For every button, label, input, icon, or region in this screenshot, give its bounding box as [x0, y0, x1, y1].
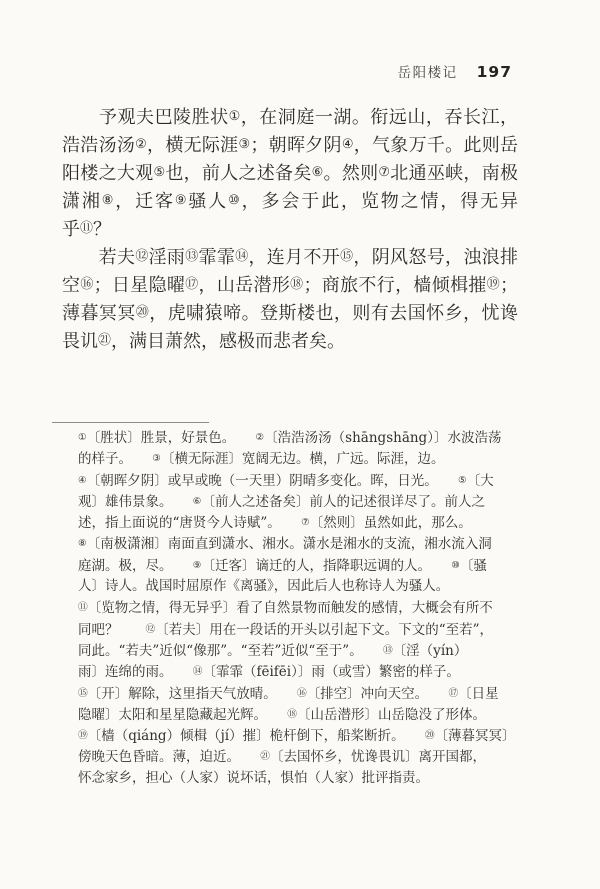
- footnote-line: 人〕诗人。战国时屈原作《离骚》，因此后人也称诗人为骚人。: [78, 578, 450, 595]
- note-ref-icon: ⑥: [311, 165, 324, 180]
- footnote-line: 述，指上面说的“唐贤今人诗赋”。 ⑦〔然则〕虽然如此，那么。: [78, 515, 472, 532]
- text-line: 空⑯；日星隐曜⑰，山岳潜形⑱；商旅不行，樯倾楫摧⑲；: [62, 274, 519, 296]
- footnote-line: 傍晚天色昏暗。薄，迫近。 ㉑〔去国怀乡，忧谗畏讥〕离开国都，: [78, 749, 486, 766]
- note-ref-icon: ⑪: [78, 602, 88, 614]
- text-line: 若夫⑫淫雨⑬霏霏⑭，连月不开⑮，阴风怒号，浊浪排: [62, 246, 519, 268]
- note-ref-icon: ⑩: [451, 559, 460, 571]
- footnote-line: 怀念家乡，担心（人家）说坏话，惧怕（人家）批评指责。: [78, 769, 429, 786]
- footnote-line: ①〔胜状〕胜景，好景色。 ②〔浩浩汤汤（shāngshāng）〕水波浩荡: [78, 430, 502, 447]
- note-ref-icon: ㉑: [98, 333, 111, 348]
- note-ref-icon: ⑰: [185, 277, 199, 292]
- note-ref-icon: ⑮: [340, 249, 354, 264]
- footnote-separator: [52, 422, 209, 423]
- footnote-line: ④〔朝晖夕阴〕或早或晚（一天里）阴晴多变化。晖，日光。 ⑤〔大: [78, 472, 494, 489]
- main-text: [62, 103, 518, 355]
- footnote-line: 雨〕连绵的雨。 ⑭〔霏霏（fēifēi）〕雨（或雪）繁密的样子。: [78, 664, 460, 681]
- note-ref-icon: ⑰: [448, 687, 459, 699]
- note-ref-icon: ⑮: [78, 687, 88, 699]
- note-ref-icon: ⑯: [296, 687, 307, 699]
- footnotes: [78, 427, 536, 789]
- note-ref-icon: ⑲: [486, 277, 501, 292]
- footnote-line: 的样子。 ③〔横无际涯〕宽阔无边。横，广远。际涯，边。: [78, 451, 445, 468]
- note-ref-icon: ①: [78, 432, 87, 443]
- text-line: 予观夫巴陵胜状①，在洞庭一湖。衔远山，吞长江，: [62, 106, 518, 128]
- note-ref-icon: ②: [135, 137, 148, 152]
- paragraph: [62, 103, 518, 243]
- note-ref-icon: ⑤: [153, 165, 166, 180]
- note-ref-icon: ⑯: [80, 277, 94, 292]
- text-line: 潇湘⑧，迁客⑨骚人⑩，多会于此，览物之情，得无异: [62, 190, 518, 212]
- note-ref-icon: ⑥: [192, 495, 202, 507]
- note-ref-icon: ⑫: [145, 623, 156, 635]
- note-ref-icon: ①: [228, 109, 241, 124]
- note-ref-icon: ⑳: [424, 730, 435, 742]
- note-ref-icon: ⑪: [80, 221, 93, 236]
- note-ref-icon: ⑬: [382, 644, 393, 656]
- footnote-line: 隐曜〕太阳和星星隐藏起光辉。 ⑱〔山岳潜形〕山岳隐没了形体。: [78, 706, 486, 723]
- note-ref-icon: ⑳: [135, 305, 150, 320]
- footnote-line: ⑲〔樯（qiáng）倾楫（jí）摧〕桅杆倒下，船桨断折。 ⑳〔薄暮冥冥〕: [78, 728, 516, 745]
- footnote-line: 同吧？ ⑫〔若夫〕用在一段话的开头以引起下文。下文的“至若”，: [78, 621, 494, 638]
- text-line: 阳楼之大观⑤也，前人之述备矣⑥。然则⑦北通巫峡，南极: [62, 162, 519, 184]
- page-header: [0, 61, 512, 81]
- text-line: 乎⑪？: [62, 218, 111, 240]
- note-ref-icon: ⑬: [185, 249, 199, 264]
- note-ref-icon: ⑭: [235, 249, 249, 264]
- note-ref-icon: ⑦: [301, 517, 310, 529]
- note-ref-icon: ④: [78, 474, 87, 486]
- note-ref-icon: ③: [152, 453, 161, 465]
- note-ref-icon: ⑱: [287, 708, 297, 720]
- note-ref-icon: ②: [255, 432, 265, 443]
- note-ref-icon: ⑧: [78, 538, 87, 550]
- text-line: 畏讥㉑，满目萧然，感极而悲者矣。: [62, 330, 345, 352]
- footnote-line: 同此。“若夫”近似“像那”。“至若”近似“至于”。 ⑬〔淫（yín）: [78, 643, 468, 660]
- note-ref-icon: ⑤: [457, 474, 467, 486]
- footnote-line: ⑮〔开〕解除，这里指天气放晴。 ⑯〔排空〕冲向天空。 ⑰〔日星: [78, 685, 499, 702]
- page-number: 197: [476, 63, 512, 81]
- note-ref-icon: ㉑: [260, 751, 270, 763]
- note-ref-icon: ⑭: [192, 666, 203, 678]
- text-line: 薄暮冥冥⑳，虎啸猿啼。登斯楼也，则有去国怀乡，忧谗: [62, 302, 519, 324]
- note-ref-icon: ⑨: [192, 559, 202, 571]
- note-ref-icon: ⑲: [78, 730, 88, 742]
- footnote-line: 庭湖。极，尽。 ⑨〔迁客〕谪迁的人，指降职远调的人。 ⑩〔骚: [78, 557, 487, 574]
- footnote-line: ⑧〔南极潇湘〕南面直到潇水、湘水。潇水是湘水的支流，湘水流入洞: [78, 536, 492, 553]
- note-ref-icon: ⑧: [101, 193, 116, 208]
- note-ref-icon: ③: [238, 137, 251, 152]
- paragraph: [62, 243, 518, 355]
- note-ref-icon: ⑫: [135, 249, 149, 264]
- note-ref-icon: ⑨: [174, 193, 189, 208]
- note-ref-icon: ⑩: [228, 193, 242, 208]
- note-ref-icon: ⑱: [290, 277, 304, 292]
- note-ref-icon: ④: [341, 137, 354, 152]
- running-title: 岳阳楼记: [397, 65, 458, 81]
- footnote-line: 观〕雄伟景象。 ⑥〔前人之述备矣〕前人的记述很详尽了。前人之: [78, 494, 485, 511]
- footnote-line: ⑪〔览物之情，得无异乎〕看了自然景物而触发的感情，大概会有所不: [78, 600, 493, 617]
- note-ref-icon: ⑦: [378, 165, 391, 180]
- text-line: 浩浩汤汤②，横无际涯③；朝晖夕阴④，气象万千。此则岳: [62, 134, 519, 156]
